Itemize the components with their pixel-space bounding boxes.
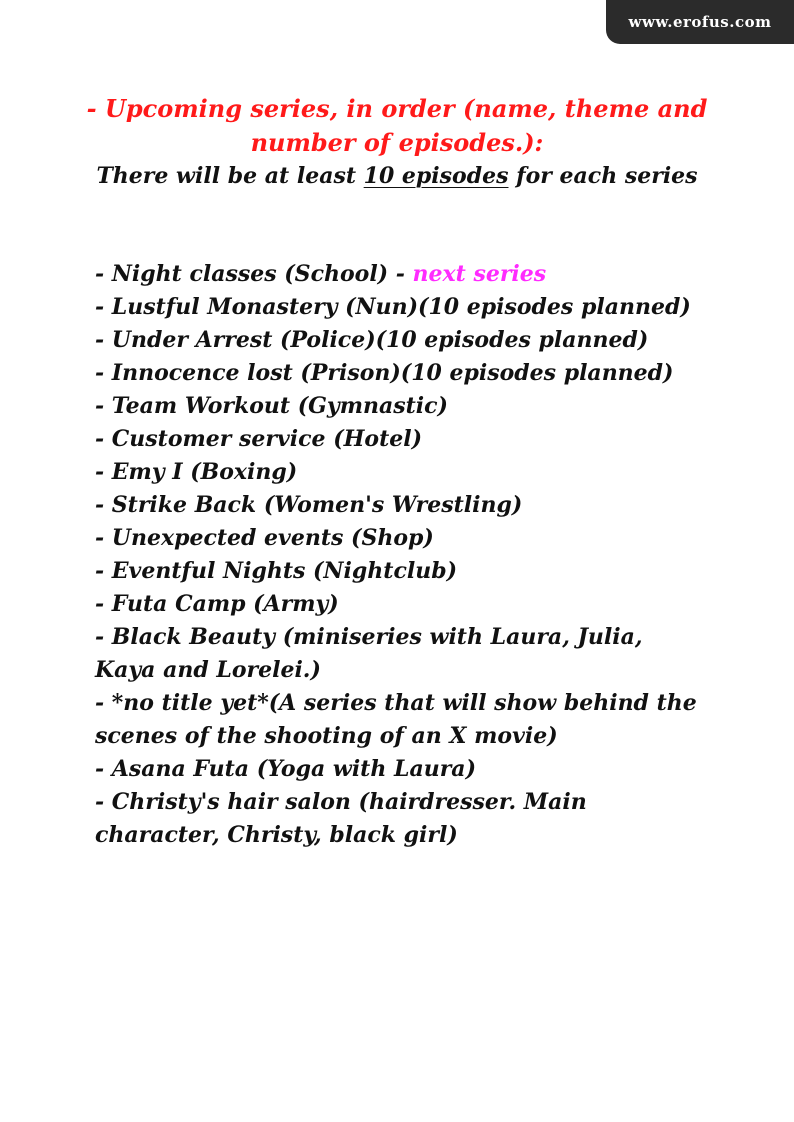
series-item-strike-back: - Strike Back (Women's Wrestling) xyxy=(95,492,523,518)
series-item-emy-i: - Emy I (Boxing) xyxy=(95,459,298,485)
series-item-unexpected-events: - Unexpected events (Shop) xyxy=(95,525,434,551)
series-item-futa-camp: - Futa Camp (Army) xyxy=(95,591,339,617)
series-list xyxy=(95,258,705,852)
series-item-asana-futa: - Asana Futa (Yoga with Laura) xyxy=(95,756,476,782)
page-heading: - Upcoming series, in order (name, theme and number of episodes.): xyxy=(86,94,708,157)
watermark-text: www.erofus.com xyxy=(628,13,772,31)
series-item-under-arrest: - Under Arrest (Police)(10 episodes planned) xyxy=(95,327,649,353)
series-item-no-title-yet: - *no title yet*(A series that will show behind the scenes of the shooting of an X movie) xyxy=(95,690,697,749)
series-item-innocence-lost: - Innocence lost (Prison)(10 episodes planned) xyxy=(95,360,674,386)
series-item-team-workout: - Team Workout (Gymnastic) xyxy=(95,393,448,419)
subheading-emphasis: 10 episodes xyxy=(363,163,509,189)
page-subheading xyxy=(80,160,714,192)
series-item-text: - Night classes (School) - xyxy=(95,261,413,287)
watermark-banner xyxy=(606,0,794,44)
series-item-night-classes xyxy=(95,258,705,291)
series-item-eventful-nights: - Eventful Nights (Nightclub) xyxy=(95,558,457,584)
series-item-lustful-monastery: - Lustful Monastery (Nun)(10 episodes planned) xyxy=(95,294,691,320)
series-item-black-beauty: - Black Beauty (miniseries with Laura, Julia, Kaya and Lorelei.) xyxy=(95,624,643,683)
subheading-suffix: for each series xyxy=(508,163,698,189)
subheading-prefix: There will be at least xyxy=(96,163,364,189)
next-series-tag: next series xyxy=(412,261,547,287)
series-item-christys-hair-salon: - Christy's hair salon (hairdresser. Main character, Christy, black girl) xyxy=(95,789,587,848)
series-item-customer-service: - Customer service (Hotel) xyxy=(95,426,423,452)
